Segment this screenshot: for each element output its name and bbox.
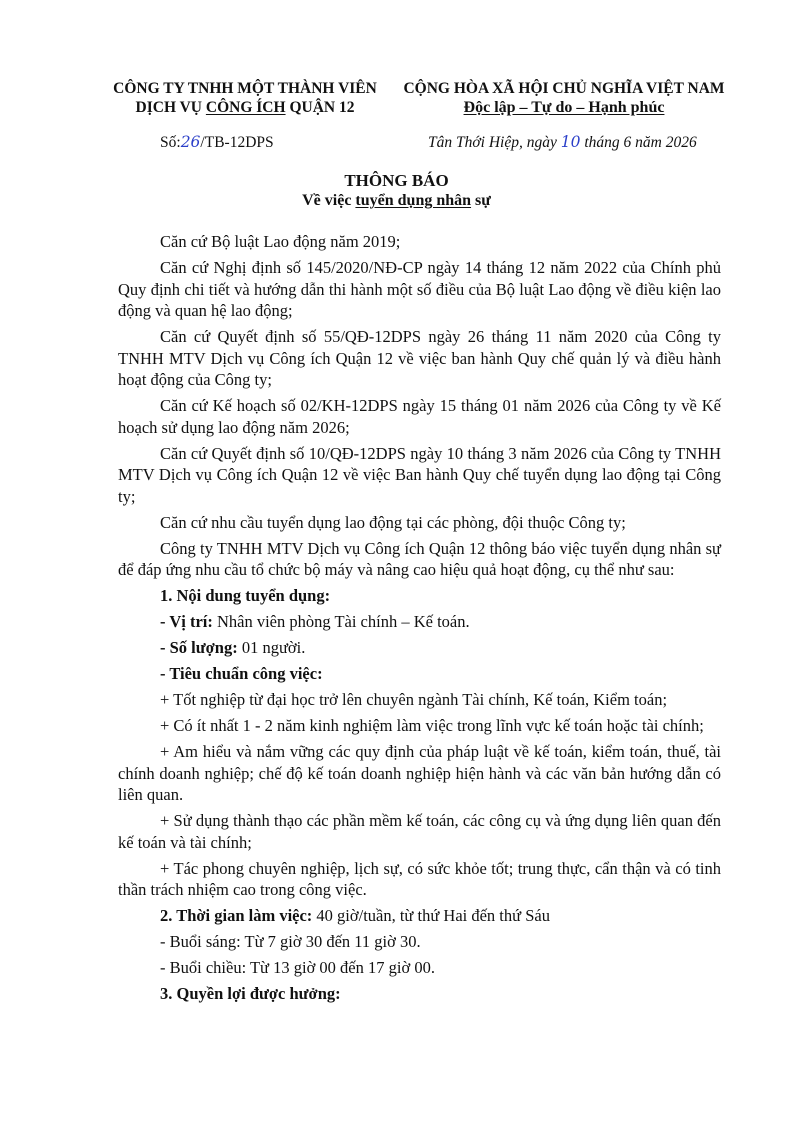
document-body bbox=[118, 231, 721, 1005]
title-subtitle bbox=[0, 191, 793, 211]
handwritten-day: 10 bbox=[560, 133, 581, 151]
org-line-2-underlined: CÔNG ÍCH bbox=[205, 99, 286, 116]
document-title bbox=[0, 170, 793, 211]
national-motto bbox=[388, 98, 740, 117]
criteria-item-2: + Có ít nhất 1 - 2 năm kinh nghiệm làm việc trong lĩnh vực kế toán hoặc tài chính; bbox=[160, 716, 704, 735]
section-3-heading bbox=[118, 983, 721, 1005]
criteria-item-1: + Tốt nghiệp từ đại học trở lên chuyên ngành Tài chính, Kế toán, Kiểm toán; bbox=[160, 690, 668, 709]
subtitle-post: sự bbox=[471, 192, 491, 209]
org-line-1: CÔNG TY TNHH MỘT THÀNH VIÊN bbox=[113, 80, 377, 97]
org-line-2 bbox=[95, 98, 395, 117]
legal-basis-6: Căn cứ nhu cầu tuyển dụng lao động tại các phòng, đội thuộc Công ty; bbox=[160, 512, 626, 532]
legal-basis-1: Căn cứ Bộ luật Lao động năm 2019; bbox=[160, 232, 401, 251]
title-main: THÔNG BÁO bbox=[344, 171, 449, 190]
section-3-title: 3. Quyền lợi được hưởng: bbox=[160, 984, 341, 1003]
legal-basis-4: Căn cứ Kế hoạch số 02/KH-12DPS ngày 15 tháng 01 năm 2026 của Công ty về Kế hoạch sử dụng lao động năm 2026; bbox=[118, 396, 721, 437]
doc-number-suffix: /TB-12DPS bbox=[200, 134, 274, 151]
subtitle-pre: Về việc bbox=[302, 192, 356, 209]
quantity-label: - Số lượng: bbox=[160, 638, 238, 657]
position-line bbox=[118, 611, 721, 633]
organization-name bbox=[95, 79, 395, 117]
doc-number-prefix: Số: bbox=[160, 134, 181, 151]
place-prefix: Tân Thới Hiệp, ngày bbox=[428, 134, 561, 151]
quantity-line bbox=[118, 637, 721, 659]
legal-basis-5: Căn cứ Quyết định số 10/QĐ-12DPS ngày 10 tháng 3 năm 2026 của Công ty TNHH MTV Dịch vụ Công ích Quận 12 về việc Ban hành Quy chế tuyển dụng lao động tại Công ty; bbox=[118, 443, 721, 506]
org-line-2-pre: DỊCH VỤ bbox=[135, 99, 206, 116]
section-2-line bbox=[118, 905, 721, 927]
section-2-title: 2. Thời gian làm việc: bbox=[160, 906, 313, 925]
criteria-heading bbox=[118, 663, 721, 685]
subtitle-underlined: tuyển dụng nhân bbox=[355, 192, 472, 209]
motto-text: Độc lập – Tự do – Hạnh phúc bbox=[463, 99, 665, 116]
criteria-label: - Tiêu chuẩn công việc: bbox=[160, 664, 323, 683]
quantity-value: 01 người. bbox=[237, 638, 306, 657]
place-and-date bbox=[428, 133, 697, 152]
legal-basis-3: Căn cứ Quyết định số 55/QĐ-12DPS ngày 26 tháng 11 năm 2020 của Công ty TNHH MTV Dịch vụ Công ích Quận 12 về việc ban hành Quy chế quản lý và điều hành hoạt động của Công ty; bbox=[118, 327, 721, 389]
section-2-value: 40 giờ/tuần, từ thứ Hai đến thứ Sáu bbox=[312, 906, 550, 925]
criteria-item-5: + Tác phong chuyên nghiệp, lịch sự, có sức khỏe tốt; trung thực, cẩn thận và có tinh thần trách nhiệm cao trong công việc. bbox=[118, 858, 721, 899]
document-number bbox=[160, 133, 274, 152]
section-1-heading bbox=[118, 585, 721, 607]
handwritten-number: 26 bbox=[180, 133, 201, 151]
org-line-2-post: QUẬN 12 bbox=[285, 99, 355, 116]
legal-basis-2: Căn cứ Nghị định số 145/2020/NĐ-CP ngày 14 tháng 12 năm 2022 của Chính phủ Quy định chi tiết và hướng dẫn thi hành một số điều của Bộ luật Lao động về điều kiện lao động và quan hệ lao động; bbox=[118, 258, 721, 320]
place-suffix: tháng 6 năm 2026 bbox=[580, 134, 697, 151]
criteria-item-4: + Sử dụng thành thạo các phần mềm kế toán, các công cụ và ứng dụng liên quan đến kế toán và tài chính; bbox=[118, 811, 721, 852]
afternoon-hours: - Buổi chiều: Từ 13 giờ 00 đến 17 giờ 00. bbox=[160, 958, 435, 977]
country-name: CỘNG HÒA XÃ HỘI CHỦ NGHĨA VIỆT NAM bbox=[403, 80, 725, 97]
announcement-intro: Công ty TNHH MTV Dịch vụ Công ích Quận 12 thông báo việc tuyển dụng nhân sự để đáp ứng nhu cầu tổ chức bộ máy và nâng cao hiệu quả hoạt động, cụ thể như sau: bbox=[118, 538, 721, 579]
criteria-item-3: + Am hiểu và nắm vững các quy định của pháp luật về kế toán, kiểm toán, thuế, tài chính doanh nghiệp; chế độ kế toán doanh nghiệp hiện hành và các văn bản hướng dẫn có liên quan. bbox=[118, 742, 721, 804]
national-header bbox=[388, 79, 740, 117]
position-label: - Vị trí: bbox=[160, 612, 213, 631]
section-1-title: 1. Nội dung tuyển dụng: bbox=[160, 586, 331, 605]
morning-hours: - Buổi sáng: Từ 7 giờ 30 đến 11 giờ 30. bbox=[160, 932, 421, 951]
position-value: Nhân viên phòng Tài chính – Kế toán. bbox=[212, 612, 470, 631]
